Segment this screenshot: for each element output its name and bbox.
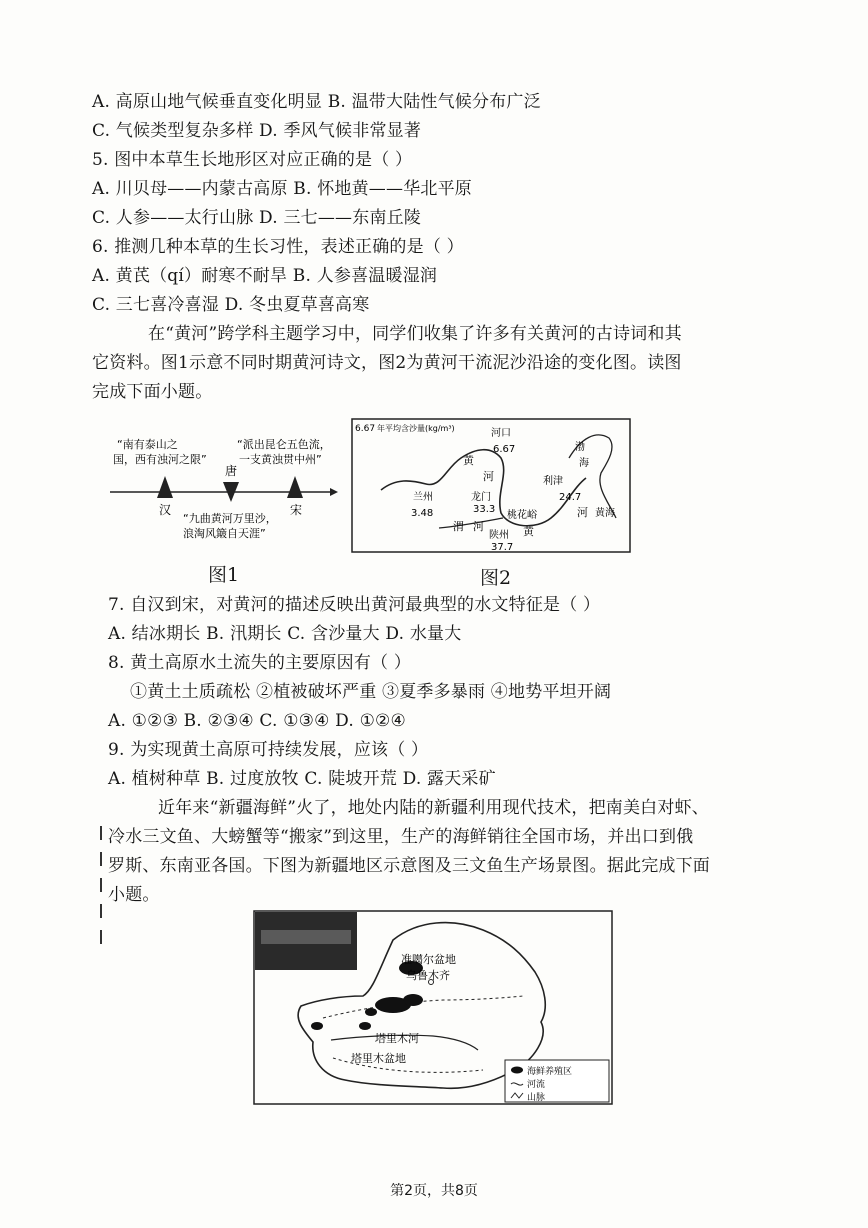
place-bohai-2: 海 — [579, 458, 589, 469]
legend-title: 年平均含沙量(kg/m³) — [377, 424, 455, 433]
q6-option-cd: C. 三七喜冷喜湿 D. 冬虫夏草喜高寒 — [92, 295, 370, 315]
quote-tang-line2: 浪淘风簸自天涯” — [183, 527, 266, 540]
place-huanghai: 黄海 — [595, 508, 615, 519]
binding-mark — [100, 852, 102, 866]
label-han: 汉 — [159, 503, 172, 517]
intro-line: 近年来“新疆海鲜”火了，地处内陆的新疆利用现代技术，把南美白对虾、 — [158, 798, 709, 818]
legend-river: 河流 — [527, 1080, 546, 1090]
river-char-wei: 渭 — [453, 520, 464, 533]
value-longmen: 33.3 — [473, 504, 496, 515]
label-tang: 唐 — [225, 464, 238, 478]
label-junggar: 准噶尔盆地 — [401, 953, 456, 966]
figure-3-xinjiang-map — [253, 910, 613, 1105]
q9-options: A. 植树种草 B. 过度放牧 C. 陡坡开荒 D. 露天采矿 — [108, 769, 496, 789]
q7-options: A. 结冰期长 B. 汛期长 C. 含沙量大 D. 水量大 — [108, 624, 462, 644]
quote-han-line1: “南有泰山之 — [117, 438, 178, 451]
q9-stem: 9. 为实现黄土高原可持续发展，应该（ ） — [108, 740, 429, 760]
q5-option-cd: C. 人参——太行山脉 D. 三七——东南丘陵 — [92, 208, 422, 228]
place-lanzhou: 兰州 — [413, 492, 433, 503]
figure-1-timeline — [105, 430, 340, 560]
page-footer: 第2页，共8页 — [390, 1183, 478, 1199]
q8-options: A. ①②③ B. ②③④ C. ①③④ D. ①②④ — [108, 711, 406, 731]
farming-zone — [359, 1022, 371, 1030]
intro-line: 罗斯、东南亚各国。下图为新疆地区示意图及三文鱼生产场景图。据此完成下面 — [108, 856, 710, 876]
han-marker-icon — [157, 476, 173, 498]
figure-2-yellow-river-map — [351, 418, 631, 553]
quote-han-line2: 国，西有浊河之限” — [113, 453, 207, 466]
song-marker-icon — [287, 476, 303, 498]
q8-stem: 8. 黄土高原水土流失的主要原因有（ ） — [108, 653, 412, 673]
value-lijin: 24.7 — [559, 492, 582, 503]
river-char-he-3: 河 — [577, 506, 588, 519]
q4-option-cd: C. 气候类型复杂多样 D. 季风气候非常显著 — [92, 121, 422, 141]
river-char-huang: 黄 — [463, 454, 474, 467]
legend-farming-icon — [511, 1067, 523, 1074]
binding-mark — [100, 904, 102, 918]
q4-option-ab: A. 高原山地气候垂直变化明显 B. 温带大陆性气候分布广泛 — [92, 92, 541, 112]
intro-line: 完成下面小题。 — [92, 382, 213, 402]
q7-stem: 7. 自汉到宋，对黄河的描述反映出黄河最典型的水文特征是（ ） — [108, 595, 601, 615]
intro-line: 冷水三文鱼、大螃蟹等“搬家”到这里，生产的海鲜销往全国市场，并出口到俄 — [108, 827, 694, 847]
quote-song-line1: “派出昆仑五色流， — [237, 438, 331, 451]
quote-song-line2: 一支黄浊贯中州” — [239, 453, 322, 466]
binding-mark — [100, 826, 102, 840]
q8-statements: ①黄土土质疏松 ②植被破坏严重 ③夏季多暴雨 ④地势平坦开阔 — [130, 682, 612, 702]
q5-option-ab: A. 川贝母——内蒙古高原 B. 怀地黄——华北平原 — [92, 179, 472, 199]
farming-zone — [311, 1022, 323, 1030]
legend-farming: 海鲜养殖区 — [527, 1067, 573, 1077]
river-char-he: 河 — [483, 470, 494, 483]
place-huayuankou: 桃花峪 — [507, 510, 537, 521]
tianshan-mountains — [323, 996, 523, 1018]
q6-option-ab: A. 黄芪（qí）耐寒不耐旱 B. 人参喜温暖湿润 — [92, 266, 438, 286]
place-lijin: 利津 — [543, 476, 563, 487]
place-hekou: 河口 — [491, 428, 511, 439]
intro-line: 小题。 — [108, 885, 160, 905]
intro-line: 在“黄河”跨学科主题学习中，同学们收集了许多有关黄河的古诗词和其 — [148, 324, 682, 344]
value-lanzhou: 3.48 — [411, 508, 434, 519]
label-urumqi: 乌鲁木齐 — [406, 969, 450, 982]
farming-zone — [365, 1008, 377, 1016]
binding-mark — [100, 878, 102, 892]
legend-value: 6.67 — [355, 424, 376, 434]
binding-mark — [100, 930, 102, 944]
q6-stem: 6. 推测几种本草的生长习性，表述正确的是（ ） — [92, 237, 464, 257]
wei-river-line — [439, 518, 503, 528]
intro-line: 它资料。图1示意不同时期黄河诗文，图2为黄河干流泥沙沿途的变化图。读图 — [92, 353, 682, 373]
label-tarim-basin: 塔里木盆地 — [351, 1052, 406, 1065]
value-hekou: 6.67 — [493, 444, 516, 455]
timeline-arrow-icon — [330, 488, 338, 496]
figure-2-caption: 图2 — [480, 567, 512, 589]
place-longmen: 龙门 — [471, 492, 491, 503]
quote-tang-line1: “九曲黄河万里沙， — [183, 512, 277, 525]
river-char-he-2: 河 — [473, 520, 484, 533]
label-tarim-river: 塔里木河 — [375, 1032, 419, 1045]
place-bohai-1: 渤 — [575, 442, 585, 453]
legend-mountain: 山脉 — [527, 1093, 546, 1103]
place-shanzhou: 陕州 — [489, 530, 509, 541]
farming-zone — [403, 994, 423, 1006]
value-shanzhou: 37.7 — [491, 542, 514, 553]
photo-detail — [261, 930, 351, 944]
q5-stem: 5. 图中本草生长地形区对应正确的是（ ） — [92, 150, 413, 170]
river-char-huang-2: 黄 — [523, 525, 534, 538]
label-song: 宋 — [290, 503, 303, 517]
figure-1-caption: 图1 — [208, 564, 240, 586]
